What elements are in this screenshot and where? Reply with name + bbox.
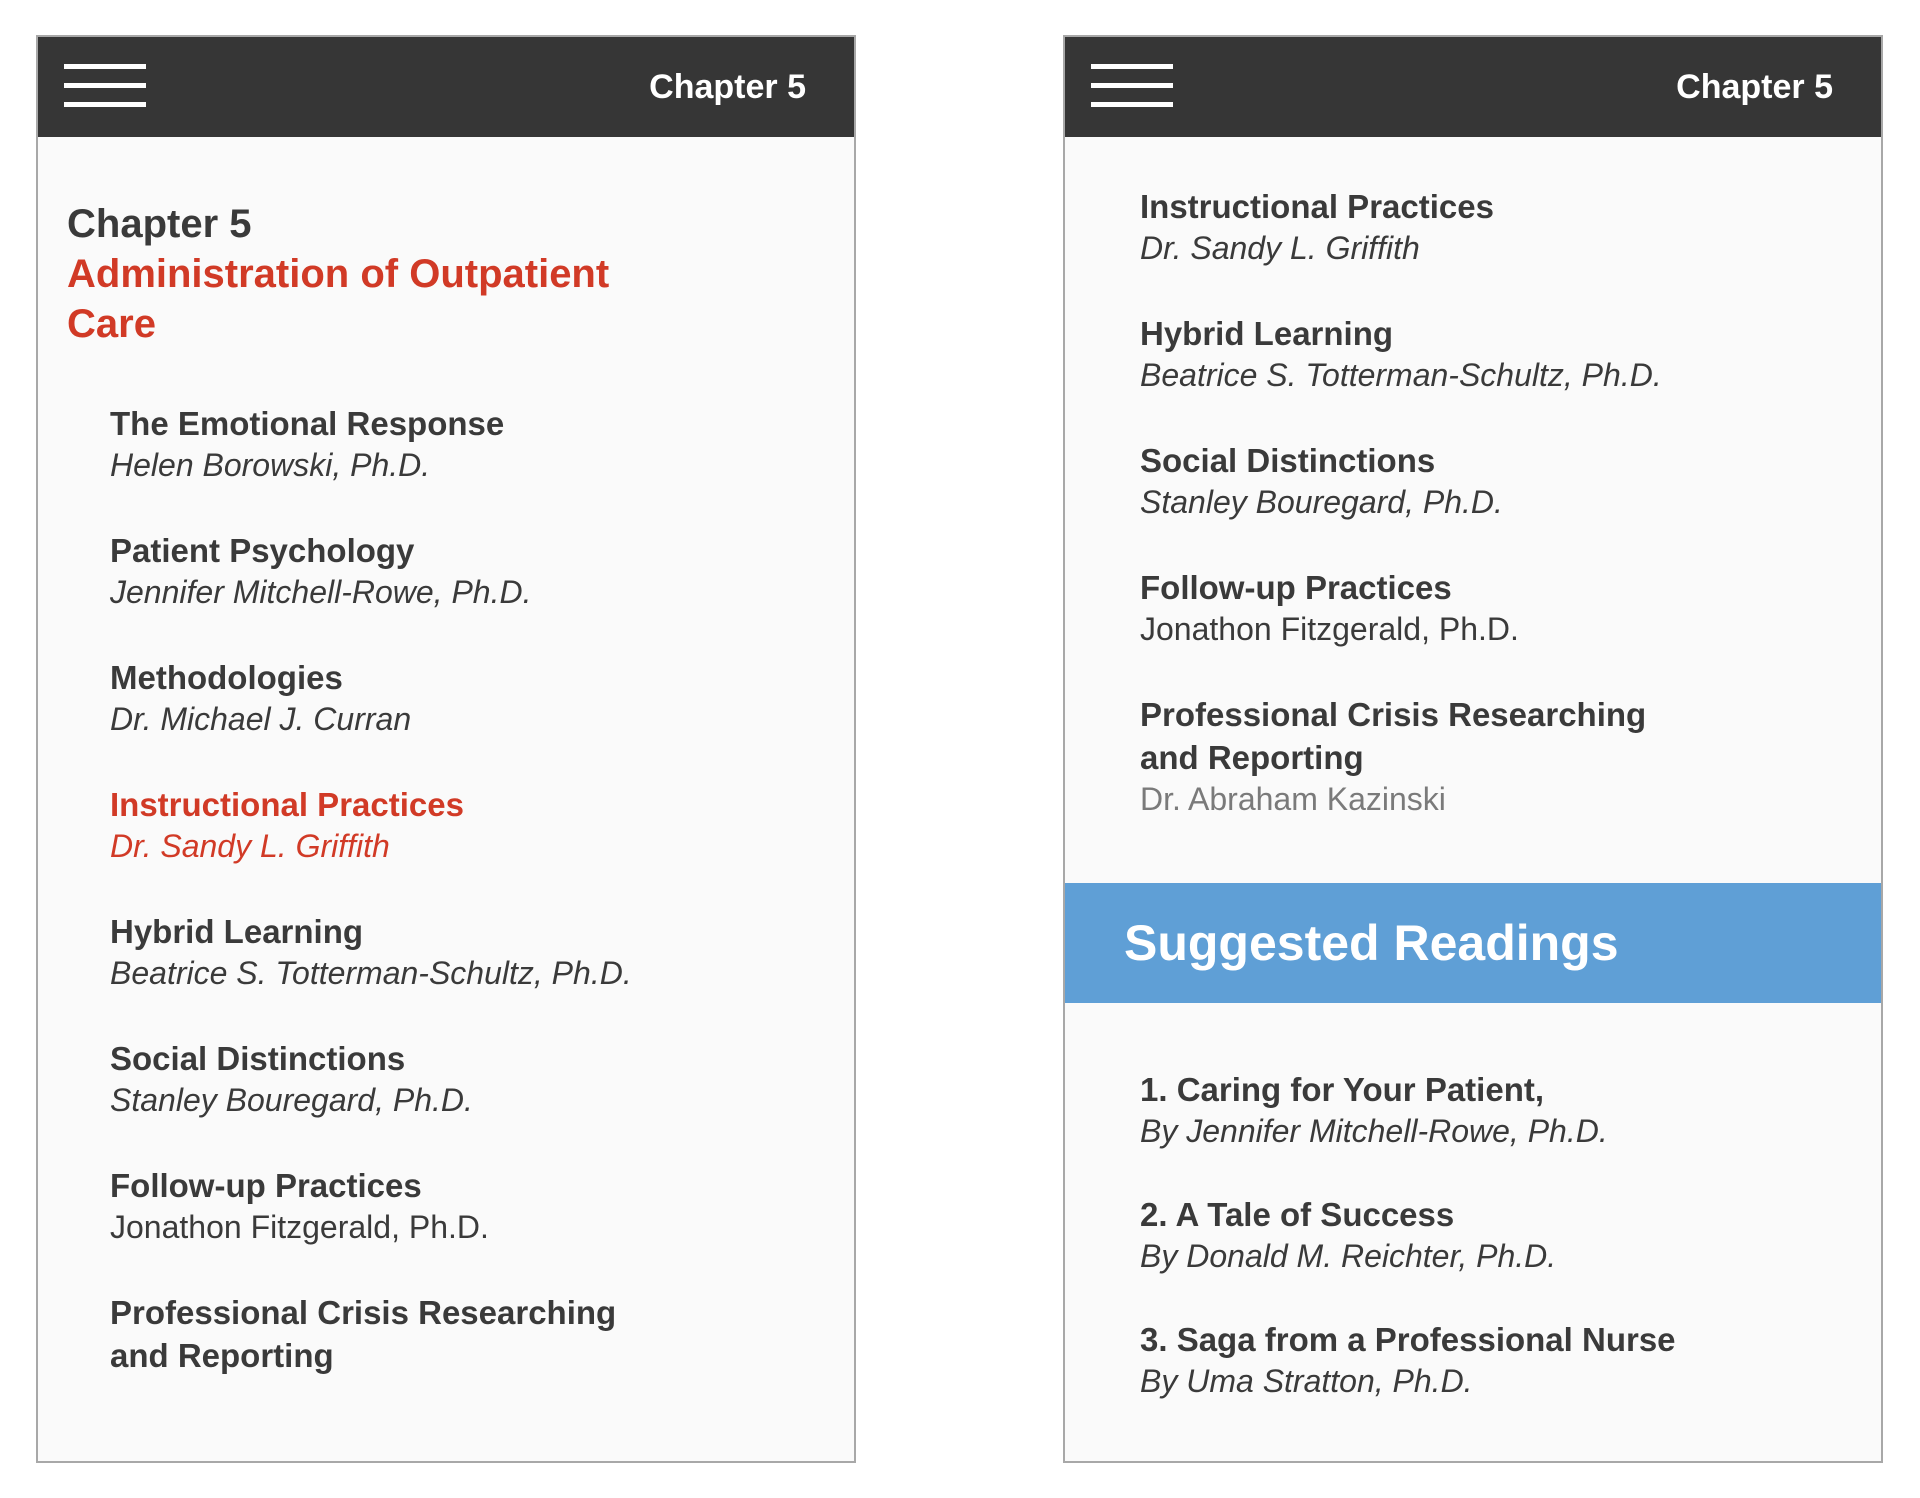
- hamburger-menu-icon[interactable]: [1091, 64, 1173, 109]
- left-phone-screen: [36, 35, 856, 1463]
- reading-item[interactable]: [1140, 1068, 1840, 1151]
- toc-item-author: Beatrice S. Totterman-Schultz, Ph.D.: [110, 955, 632, 991]
- toc-item-author: Dr. Sandy L. Griffith: [110, 828, 390, 864]
- toc-item[interactable]: [110, 1164, 810, 1247]
- reading-author: By Jennifer Mitchell-Rowe, Ph.D.: [1140, 1113, 1608, 1149]
- suggested-readings-list: [1140, 1068, 1840, 1443]
- toc-item-title: Social Distinctions: [1140, 442, 1436, 479]
- toc-item-title: Hybrid Learning: [1140, 315, 1394, 352]
- toc-item[interactable]: [1140, 312, 1840, 395]
- toc-item-title: Instructional Practices: [110, 786, 464, 823]
- toc-item[interactable]: [1140, 439, 1840, 522]
- right-phone-screen: [1063, 35, 1883, 1463]
- toc-item-title: Patient Psychology: [110, 532, 415, 569]
- toc-item-selected[interactable]: [110, 783, 810, 866]
- toc-item-title: Follow-up Practices: [1140, 569, 1452, 606]
- toc-item-author: Stanley Bouregard, Ph.D.: [1140, 484, 1503, 520]
- toc-item-title: Methodologies: [110, 659, 343, 696]
- suggested-readings-heading: Suggested Readings: [1124, 915, 1619, 971]
- toc-item-title-line1: Professional Crisis Researching: [110, 1294, 617, 1331]
- top-bar: [38, 37, 854, 137]
- toc-item[interactable]: [110, 1291, 810, 1377]
- hamburger-menu-icon[interactable]: [64, 64, 146, 109]
- toc-item[interactable]: [1140, 566, 1840, 649]
- toc-item[interactable]: [110, 402, 810, 485]
- chapter-title-line1: Administration of Outpatient: [67, 252, 610, 296]
- reading-title: 1. Caring for Your Patient,: [1140, 1071, 1545, 1108]
- toc-item-title: Hybrid Learning: [110, 913, 364, 950]
- toc-item-title: Instructional Practices: [1140, 188, 1494, 225]
- toc-item[interactable]: [110, 656, 810, 739]
- top-bar-title: Chapter 5: [1676, 68, 1833, 106]
- reading-item[interactable]: [1140, 1318, 1840, 1401]
- table-of-contents: [1140, 185, 1840, 863]
- toc-item-author: Dr. Sandy L. Griffith: [1140, 230, 1420, 266]
- reading-author: By Donald M. Reichter, Ph.D.: [1140, 1238, 1557, 1274]
- suggested-readings-banner: [1065, 883, 1881, 1003]
- toc-item[interactable]: [110, 529, 810, 612]
- reading-title: 3. Saga from a Professional Nurse: [1140, 1321, 1676, 1358]
- toc-item-author: Dr. Michael J. Curran: [110, 701, 412, 737]
- reading-title: 2. A Tale of Success: [1140, 1196, 1455, 1233]
- toc-item-author: Jonathon Fitzgerald, Ph.D.: [1140, 611, 1519, 647]
- toc-item-author: Beatrice S. Totterman-Schultz, Ph.D.: [1140, 357, 1662, 393]
- toc-item[interactable]: [110, 1037, 810, 1120]
- top-bar-title: Chapter 5: [649, 68, 806, 106]
- toc-item[interactable]: [1140, 185, 1840, 268]
- top-bar: [1065, 37, 1881, 137]
- toc-item[interactable]: [1140, 693, 1840, 819]
- toc-item-title-line2: and Reporting: [110, 1337, 334, 1374]
- reading-author: By Uma Stratton, Ph.D.: [1140, 1363, 1473, 1399]
- chapter-label: Chapter 5: [67, 202, 252, 246]
- toc-item-author: Helen Borowski, Ph.D.: [110, 447, 431, 483]
- toc-item-author: Jonathon Fitzgerald, Ph.D.: [110, 1209, 489, 1245]
- toc-item[interactable]: [110, 910, 810, 993]
- toc-item-title: Social Distinctions: [110, 1040, 406, 1077]
- toc-item-title-line1: Professional Crisis Researching: [1140, 696, 1647, 733]
- toc-item-title-line2: and Reporting: [1140, 739, 1364, 776]
- toc-item-title: The Emotional Response: [110, 405, 505, 442]
- toc-item-author: Dr. Abraham Kazinski: [1140, 781, 1446, 817]
- chapter-heading: [67, 199, 707, 349]
- toc-item-author: Jennifer Mitchell-Rowe, Ph.D.: [110, 574, 532, 610]
- table-of-contents: [110, 402, 810, 1421]
- reading-item[interactable]: [1140, 1193, 1840, 1276]
- toc-item-author: Stanley Bouregard, Ph.D.: [110, 1082, 473, 1118]
- toc-item-title: Follow-up Practices: [110, 1167, 422, 1204]
- chapter-title-line2: Care: [67, 302, 156, 346]
